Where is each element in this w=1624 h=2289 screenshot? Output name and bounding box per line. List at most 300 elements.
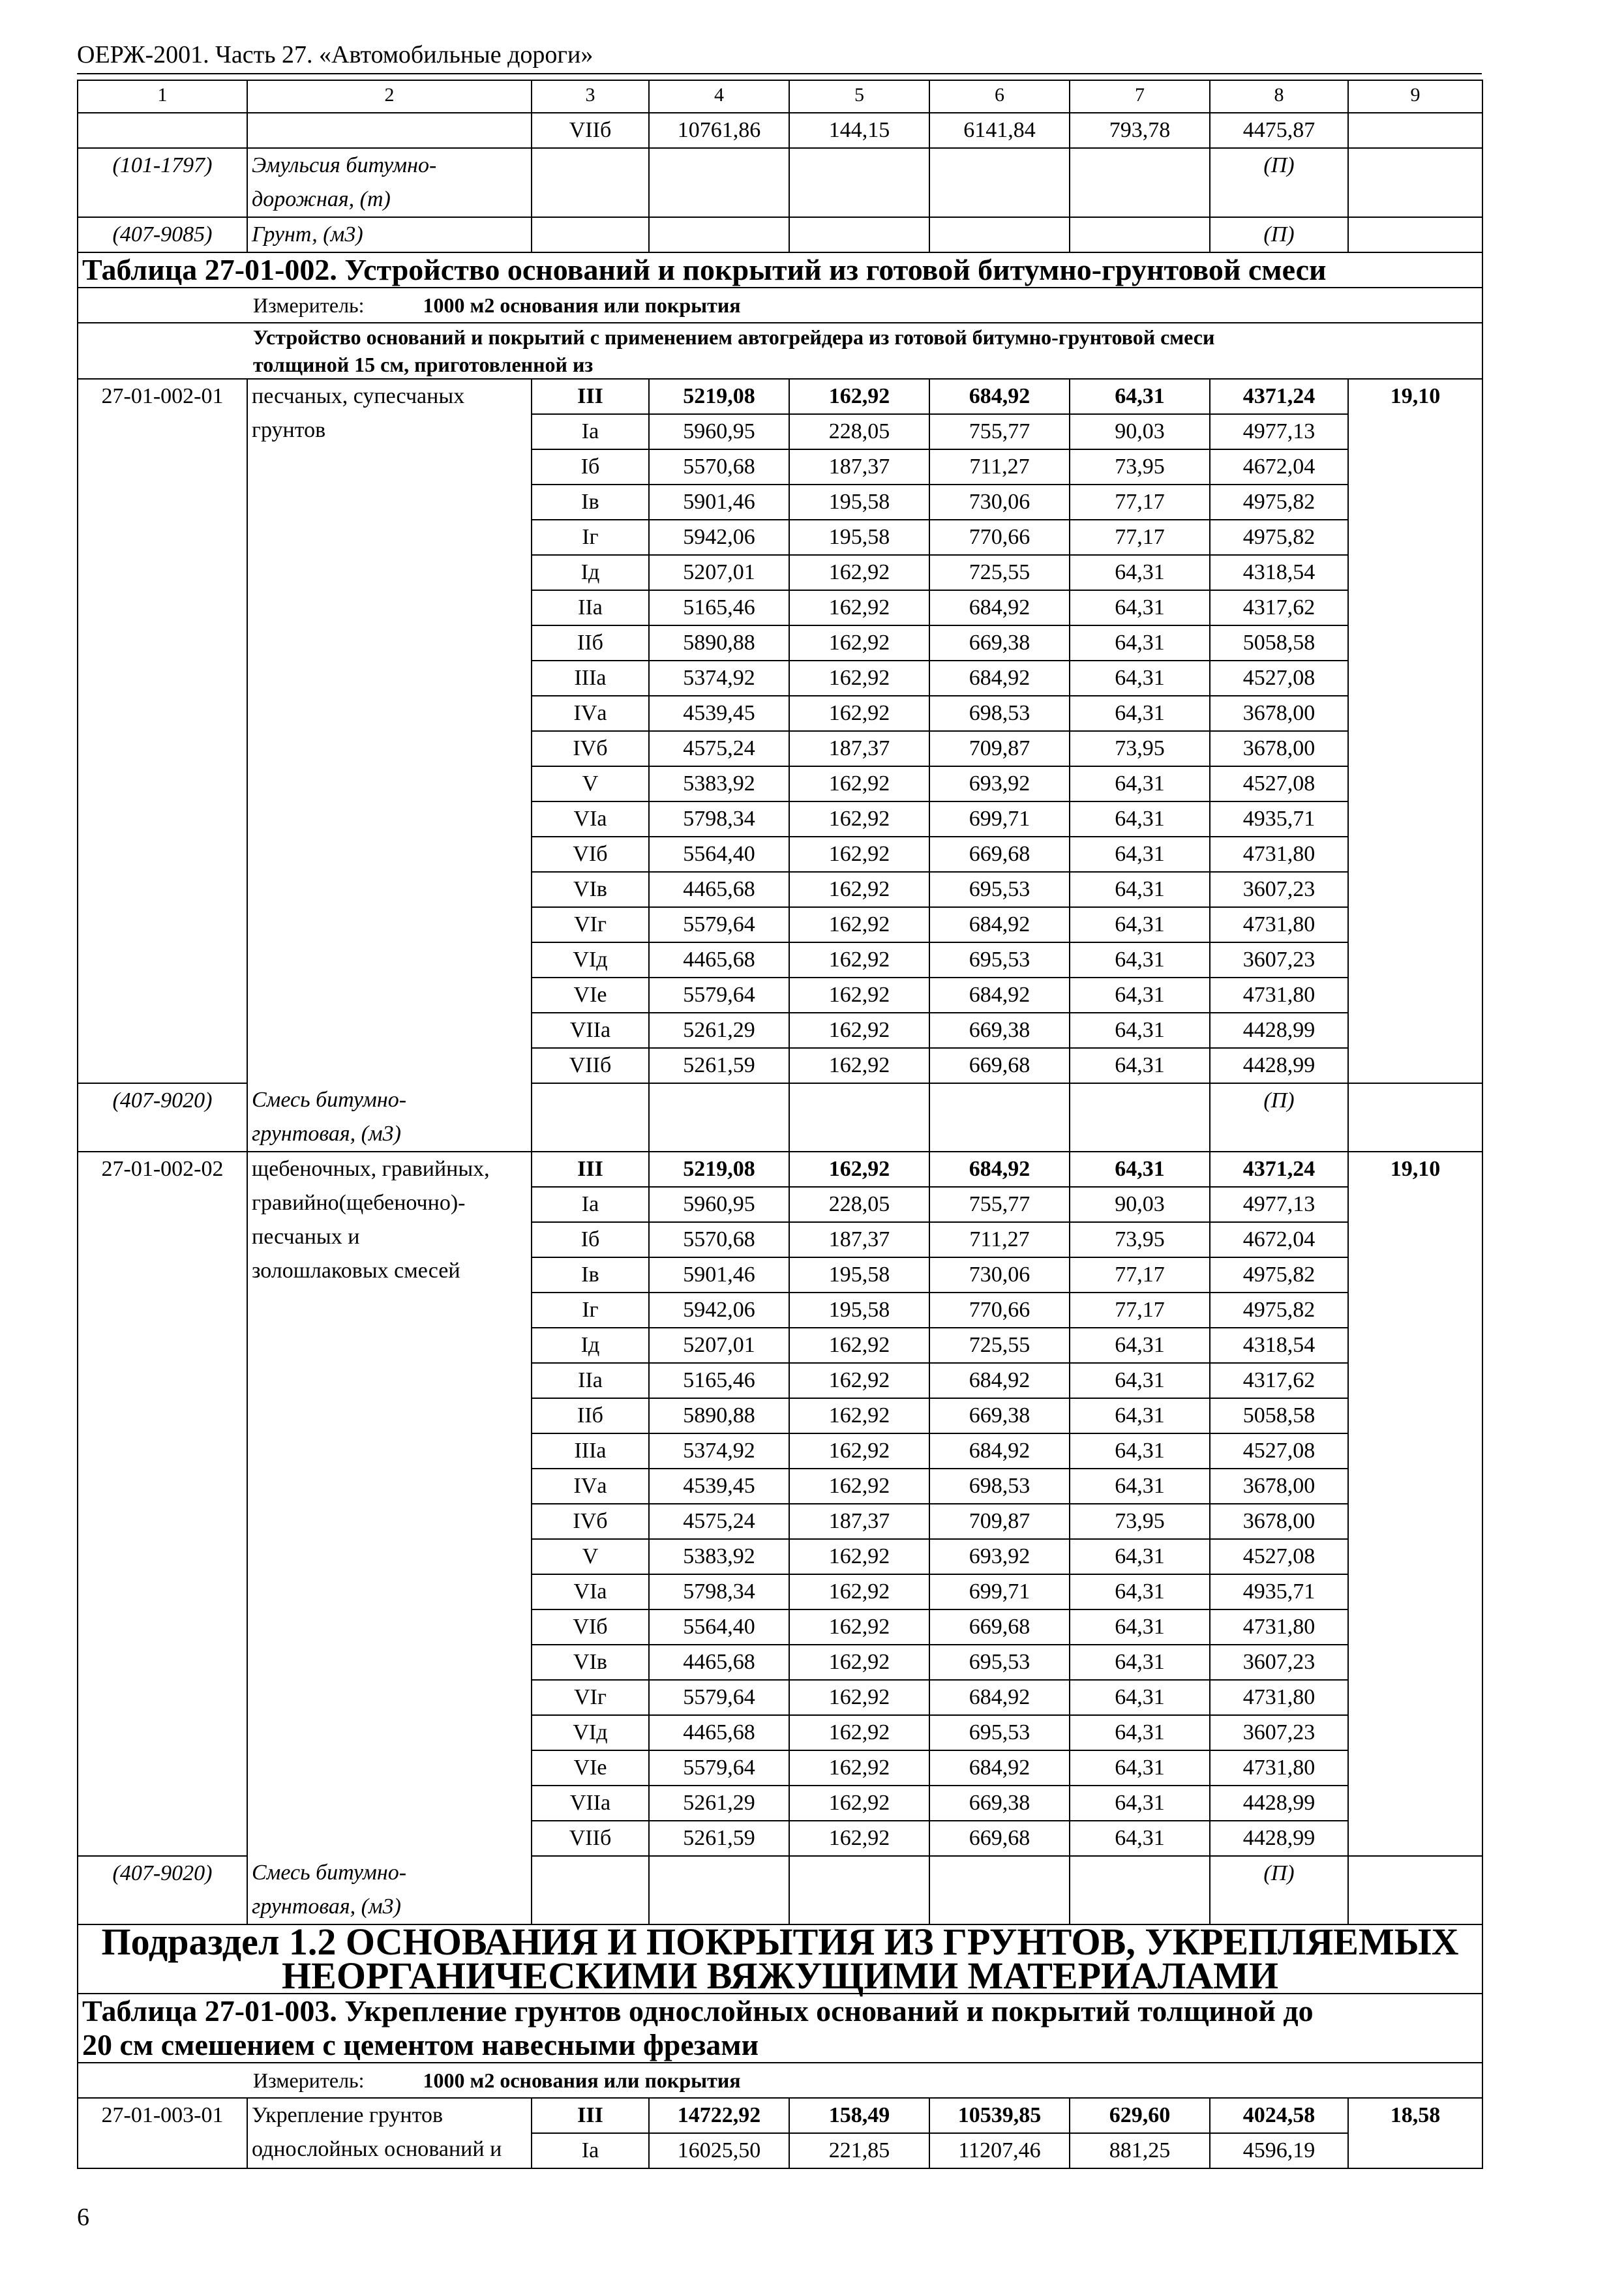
col4-cell: 4539,45 [649,1469,789,1504]
col7-cell: 64,31 [1070,872,1210,907]
col6-cell: 709,87 [929,731,1070,766]
col6-cell: 695,53 [929,1715,1070,1750]
col4-cell: 5579,64 [649,1750,789,1786]
measure-cell [78,2063,1482,2098]
col8-cell: 3678,00 [1210,1469,1348,1504]
col8-cell: 5058,58 [1210,625,1348,661]
text-line: однослойных оснований и [252,2137,502,2161]
category-cell: III [532,379,649,414]
col6-cell: 693,92 [929,766,1070,801]
empty-cell [929,1856,1070,1924]
col4-cell: 4465,68 [649,1715,789,1750]
text-line: Смесь битумно- [252,1861,407,1885]
col5-cell: 187,37 [789,1222,929,1257]
col8-cell: 5058,58 [1210,1398,1348,1433]
col8-cell: 4596,19 [1210,2133,1348,2168]
measure-label: Измеритель: [253,293,365,317]
col7-cell: 64,31 [1070,555,1210,590]
col5-cell: 162,92 [789,837,929,872]
table-title: Таблица 27-01-002. Устройство оснований и покрытий из готовой битумно-грунтовой смеси [78,252,1482,288]
category-cell: VIб [532,837,649,872]
col4-cell: 5207,01 [649,555,789,590]
col4-cell: 5901,46 [649,485,789,520]
col7-cell: 64,31 [1070,1328,1210,1363]
category-cell: Iг [532,1293,649,1328]
col8-cell: 4317,62 [1210,1363,1348,1398]
col6-cell: 10539,85 [929,2098,1070,2133]
empty-cell [789,1083,929,1152]
empty-cell [1348,148,1482,217]
col4-cell: 5960,95 [649,1187,789,1222]
col5-cell: 162,92 [789,1328,929,1363]
category-cell: V [532,1539,649,1574]
col5-cell: 162,92 [789,1469,929,1504]
col8-cell: 4975,82 [1210,1257,1348,1293]
measure-cell [78,288,1482,323]
col5-cell: 162,92 [789,1152,929,1187]
category-cell: Iв [532,1257,649,1293]
category-cell: Iв [532,485,649,520]
col8-cell: 4977,13 [1210,1187,1348,1222]
col8-cell: 4371,24 [1210,1152,1348,1187]
col7-cell: 64,31 [1070,1539,1210,1574]
text-line: Таблица 27-01-003. Укрепление грунтов однослойных оснований и покрытий толщиной до [82,1994,1314,2027]
text-line: песчаных, супесчаных [252,384,465,408]
col5-cell: 162,92 [789,1609,929,1645]
empty-cell [929,1083,1070,1152]
category-cell: IIа [532,1363,649,1398]
empty-cell [1348,1856,1482,1924]
column-number: 1 [78,80,247,113]
col6-cell: 699,71 [929,801,1070,837]
col4-cell: 4465,68 [649,942,789,978]
col7-cell: 64,31 [1070,801,1210,837]
col6-cell: 770,66 [929,1293,1070,1328]
category-cell: VIд [532,1715,649,1750]
col7-cell: 77,17 [1070,1293,1210,1328]
col6-cell: 709,87 [929,1504,1070,1539]
empty-cell [1348,217,1482,252]
text-line: 20 см смешением с цементом навесными фрезами [82,2028,759,2061]
col8-cell: 4318,54 [1210,555,1348,590]
material-name [247,217,532,252]
col6-cell: 684,92 [929,661,1070,696]
category-cell: VIIб [532,1821,649,1856]
measure-row [78,2063,1482,2098]
category-cell: VIа [532,1574,649,1609]
col4-cell: 5942,06 [649,520,789,555]
col4-cell: 5219,08 [649,379,789,414]
material-code: (101-1797) [78,148,247,217]
col5-cell: 162,92 [789,1645,929,1680]
col7-cell: 64,31 [1070,1433,1210,1469]
col4-cell: 5165,46 [649,590,789,625]
col6-cell: 695,53 [929,872,1070,907]
text-line: Грунт, (м3) [252,222,363,247]
col8-cell: 4527,08 [1210,1539,1348,1574]
col4-cell: 5942,06 [649,1293,789,1328]
material-row [78,1856,1482,1924]
col8-cell: 4475,87 [1210,113,1348,148]
col5-cell: 228,05 [789,1187,929,1222]
col7-cell: 90,03 [1070,1187,1210,1222]
col4-cell: 4575,24 [649,1504,789,1539]
material-row [78,1083,1482,1152]
table-row [78,1152,1482,1187]
col7-cell: 77,17 [1070,1257,1210,1293]
col7-cell: 64,31 [1070,1574,1210,1609]
col4-cell: 5798,34 [649,801,789,837]
col8-cell: 3607,23 [1210,942,1348,978]
col4-cell: 5261,29 [649,1786,789,1821]
col5-cell: 162,92 [789,661,929,696]
col5-cell: 187,37 [789,731,929,766]
column-number: 8 [1210,80,1348,113]
col6-cell: 725,55 [929,555,1070,590]
code-cell: 27-01-003-01 [78,2098,247,2168]
col4-cell: 5383,92 [649,766,789,801]
col5-cell: 162,92 [789,1398,929,1433]
empty-cell [1070,217,1210,252]
material-name [247,148,532,217]
col4-cell: 5579,64 [649,907,789,942]
col7-cell: 64,31 [1070,1152,1210,1187]
col8-cell: 4731,80 [1210,1750,1348,1786]
col6-cell: 669,68 [929,837,1070,872]
col7-cell: 64,31 [1070,1786,1210,1821]
col4-cell: 4539,45 [649,696,789,731]
col4-cell: 5890,88 [649,625,789,661]
material-row [78,148,1482,217]
col8-cell: 4527,08 [1210,1433,1348,1469]
col7-cell: 64,31 [1070,1048,1210,1083]
name-cell [247,379,532,1083]
material-code: (407-9085) [78,217,247,252]
col4-cell: 5570,68 [649,449,789,485]
col8-cell: 4731,80 [1210,1680,1348,1715]
rates-table-body [78,80,1482,2168]
col8-cell: 4935,71 [1210,801,1348,837]
col8-cell: 4428,99 [1210,1013,1348,1048]
header-rule [77,73,1482,74]
code-cell: 27-01-002-01 [78,379,247,1083]
col7-cell: 64,31 [1070,1013,1210,1048]
empty-cell [789,217,929,252]
col4-cell: 5261,59 [649,1821,789,1856]
column-number: 4 [649,80,789,113]
table-title [78,1994,1482,2063]
col6-cell: 684,92 [929,978,1070,1013]
col6-cell: 669,68 [929,1048,1070,1083]
col4-cell: 5383,92 [649,1539,789,1574]
col6-cell: 730,06 [929,485,1070,520]
page-number: 6 [77,2204,89,2231]
col4-cell: 5579,64 [649,1680,789,1715]
col7-cell: 64,31 [1070,1715,1210,1750]
col4-cell: 5564,40 [649,837,789,872]
col7-cell: 64,31 [1070,978,1210,1013]
col4-cell: 5798,34 [649,1574,789,1609]
col4-cell: 5901,46 [649,1257,789,1293]
col5-cell: 195,58 [789,1293,929,1328]
empty-cell [929,148,1070,217]
category-cell: VIа [532,801,649,837]
category-cell: VIд [532,942,649,978]
col5-cell: 195,58 [789,485,929,520]
col6-cell: 669,38 [929,1013,1070,1048]
material-mark: (П) [1210,1083,1348,1152]
col7-cell: 881,25 [1070,2133,1210,2168]
col8-cell: 3678,00 [1210,1504,1348,1539]
col6-cell: 730,06 [929,1257,1070,1293]
text-line: дорожная, (т) [252,187,391,211]
empty-cell [789,148,929,217]
col7-cell: 90,03 [1070,414,1210,449]
col5-cell: 187,37 [789,449,929,485]
column-number: 7 [1070,80,1210,113]
empty-cell [532,217,649,252]
empty-cell [649,217,789,252]
col7-cell: 64,31 [1070,942,1210,978]
col5-cell: 162,92 [789,696,929,731]
col6-cell: 698,53 [929,1469,1070,1504]
col7-cell: 64,31 [1070,1645,1210,1680]
material-mark: (П) [1210,148,1348,217]
col8-cell: 4975,82 [1210,485,1348,520]
material-code: (407-9020) [78,1856,247,1924]
col7-cell: 629,60 [1070,2098,1210,2133]
text-line: НЕОРГАНИЧЕСКИМИ ВЯЖУЩИМИ МАТЕРИАЛАМИ [282,1954,1278,1997]
category-cell: VIв [532,1645,649,1680]
col6-cell: 755,77 [929,1187,1070,1222]
col9-cell: 19,10 [1348,379,1482,1083]
col5-cell: 195,58 [789,1257,929,1293]
col6-cell: 684,92 [929,1750,1070,1786]
category-cell: Iб [532,1222,649,1257]
empty-cell [1070,148,1210,217]
col5-cell: 144,15 [789,113,929,148]
col7-cell: 64,31 [1070,661,1210,696]
col4-cell: 5261,59 [649,1048,789,1083]
col8-cell: 3678,00 [1210,696,1348,731]
code-cell: 27-01-002-02 [78,1152,247,1856]
col4-cell: 16025,50 [649,2133,789,2168]
col6-cell: 669,68 [929,1609,1070,1645]
text-line: Эмульсия битумно- [252,153,437,177]
col7-cell: 64,31 [1070,1680,1210,1715]
col7-cell: 64,31 [1070,1821,1210,1856]
category-cell: VIIб [532,1048,649,1083]
col6-cell: 684,92 [929,1363,1070,1398]
col6-cell: 695,53 [929,942,1070,978]
col5-cell: 162,92 [789,555,929,590]
text-line: толщиной 15 см, приготовленной из [253,353,594,376]
col6-cell: 669,68 [929,1821,1070,1856]
category-cell: IVа [532,696,649,731]
col8-cell: 4024,58 [1210,2098,1348,2133]
running-header: ОЕРЖ-2001. Часть 27. «Автомобильные дороги» [77,41,594,68]
col6-cell: 6141,84 [929,113,1070,148]
col4-cell: 5570,68 [649,1222,789,1257]
col5-cell: 162,92 [789,1786,929,1821]
subsection-row [78,1924,1482,1994]
col7-cell: 64,31 [1070,590,1210,625]
category-cell: VIе [532,978,649,1013]
col5-cell: 158,49 [789,2098,929,2133]
code-cell [78,113,247,148]
category-cell: V [532,766,649,801]
description-row [78,323,1482,379]
empty-cell [789,1856,929,1924]
work-description [78,323,1482,379]
col7-cell: 73,95 [1070,731,1210,766]
col4-cell: 5579,64 [649,978,789,1013]
col6-cell: 669,38 [929,625,1070,661]
col5-cell: 162,92 [789,872,929,907]
col5-cell: 162,92 [789,766,929,801]
col8-cell: 3607,23 [1210,1645,1348,1680]
col7-cell: 73,95 [1070,449,1210,485]
col6-cell: 699,71 [929,1574,1070,1609]
empty-cell [929,217,1070,252]
col5-cell: 162,92 [789,379,929,414]
col9-cell: 19,10 [1348,1152,1482,1856]
material-row [78,217,1482,252]
col8-cell: 3607,23 [1210,1715,1348,1750]
col4-cell: 5261,29 [649,1013,789,1048]
col6-cell: 693,92 [929,1539,1070,1574]
col8-cell: 4672,04 [1210,449,1348,485]
empty-cell [1348,1083,1482,1152]
rates-table [77,80,1483,2169]
material-name [247,1856,532,1924]
col4-cell: 5374,92 [649,1433,789,1469]
col7-cell: 73,95 [1070,1222,1210,1257]
col7-cell: 64,31 [1070,1398,1210,1433]
table-row [78,113,1482,148]
subsection-title [78,1921,1482,1997]
col5-cell: 228,05 [789,414,929,449]
col4-cell: 4465,68 [649,1645,789,1680]
col6-cell: 11207,46 [929,2133,1070,2168]
category-cell: VIIб [532,113,649,148]
col8-cell: 4672,04 [1210,1222,1348,1257]
text-line: грунтов [252,418,326,442]
text-line: грунтовая, (м3) [252,1122,402,1146]
col6-cell: 711,27 [929,1222,1070,1257]
empty-cell [649,1856,789,1924]
text-line: Подраздел 1.2 ОСНОВАНИЯ И ПОКРЫТИЯ ИЗ ГРУНТОВ, УКРЕПЛЯЕМЫХ [101,1921,1459,1963]
text-line: гравийно(щебеночно)- [252,1191,466,1215]
col8-cell: 4975,82 [1210,520,1348,555]
col7-cell: 64,31 [1070,907,1210,942]
col6-cell: 684,92 [929,907,1070,942]
name-cell [247,1152,532,1856]
table-row [78,2098,1482,2133]
category-cell: III [532,2098,649,2133]
col5-cell: 195,58 [789,520,929,555]
category-cell: VIIа [532,1013,649,1048]
col6-cell: 725,55 [929,1328,1070,1363]
col6-cell: 669,38 [929,1786,1070,1821]
col8-cell: 4731,80 [1210,978,1348,1013]
category-cell: Iг [532,520,649,555]
category-cell: Iа [532,1187,649,1222]
col9-cell: 18,58 [1348,2098,1482,2168]
text-line: песчаных и [252,1225,360,1249]
empty-cell [649,1083,789,1152]
col7-cell: 77,17 [1070,520,1210,555]
text-line: щебеночных, гравийных, [252,1157,490,1181]
text-line: Укрепление грунтов [252,2103,444,2127]
text-line: золошлаковых смесей [252,1259,460,1283]
empty-cell [532,1083,649,1152]
col8-cell: 4977,13 [1210,414,1348,449]
col4-cell: 4465,68 [649,872,789,907]
col6-cell: 684,92 [929,1152,1070,1187]
column-number: 5 [789,80,929,113]
material-code: (407-9020) [78,1083,247,1152]
column-numbers-row [78,80,1482,113]
measure-row [78,288,1482,323]
col8-cell: 4731,80 [1210,1609,1348,1645]
category-cell: VIв [532,872,649,907]
col4-cell: 5564,40 [649,1609,789,1645]
col5-cell: 162,92 [789,1539,929,1574]
col5-cell: 221,85 [789,2133,929,2168]
col5-cell: 162,92 [789,1433,929,1469]
measure-unit: 1000 м2 основания или покрытия [423,2069,741,2092]
category-cell: Iд [532,1328,649,1363]
measure-label: Измеритель: [253,2069,365,2092]
col7-cell: 64,31 [1070,1750,1210,1786]
col8-cell: 4935,71 [1210,1574,1348,1609]
col4-cell: 10761,86 [649,113,789,148]
col8-cell: 4975,82 [1210,1293,1348,1328]
category-cell: IIб [532,1398,649,1433]
col8-cell: 4318,54 [1210,1328,1348,1363]
col7-cell: 64,31 [1070,1609,1210,1645]
empty-cell [1070,1856,1210,1924]
col5-cell: 162,92 [789,1574,929,1609]
name-cell [247,113,532,148]
col7-cell: 64,31 [1070,1469,1210,1504]
category-cell: VIе [532,1750,649,1786]
category-cell: Iб [532,449,649,485]
col8-cell: 4527,08 [1210,766,1348,801]
col7-cell: 793,78 [1070,113,1210,148]
col5-cell: 162,92 [789,1048,929,1083]
material-mark: (П) [1210,217,1348,252]
text-line: грунтовая, (м3) [252,1894,402,1919]
col8-cell: 3607,23 [1210,872,1348,907]
category-cell: VIIа [532,1786,649,1821]
col4-cell: 5890,88 [649,1398,789,1433]
col5-cell: 162,92 [789,1715,929,1750]
col6-cell: 698,53 [929,696,1070,731]
category-cell: IIб [532,625,649,661]
col8-cell: 4428,99 [1210,1048,1348,1083]
category-cell: IVа [532,1469,649,1504]
col6-cell: 755,77 [929,414,1070,449]
column-number: 9 [1348,80,1482,113]
empty-cell [1070,1083,1210,1152]
col5-cell: 162,92 [789,1750,929,1786]
col5-cell: 162,92 [789,1013,929,1048]
col5-cell: 162,92 [789,978,929,1013]
material-name [247,1083,532,1152]
category-cell: VIг [532,1680,649,1715]
